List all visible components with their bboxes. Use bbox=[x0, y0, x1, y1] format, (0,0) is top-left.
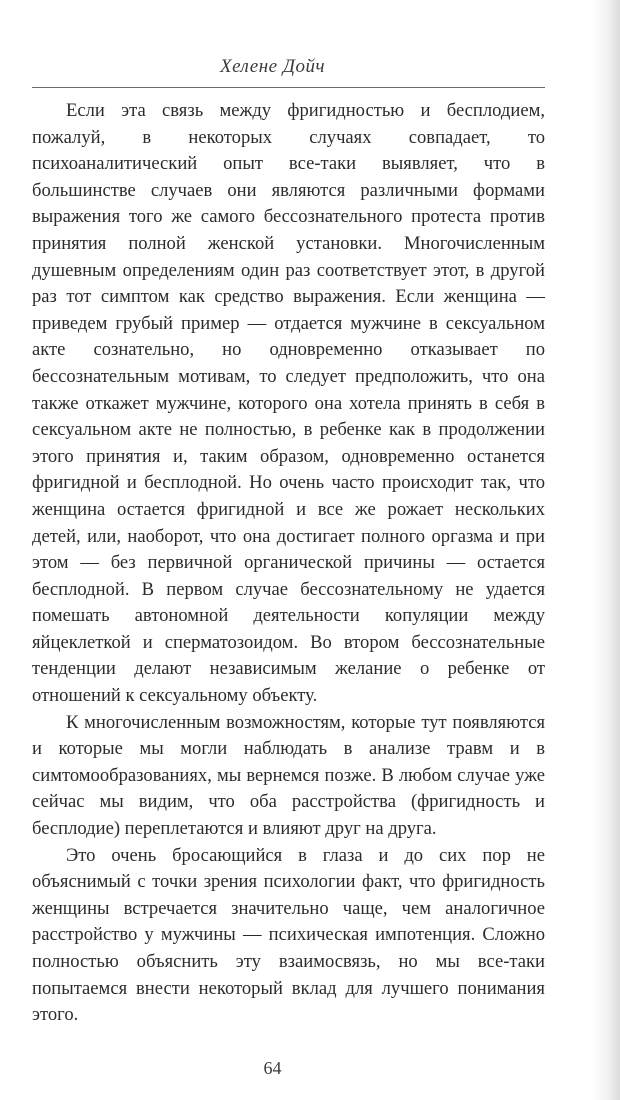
body-text bbox=[32, 98, 545, 1029]
paragraph: Если эта связь между фригидностью и бесплодием, пожалуй, в некоторых случаях совпадает, то психоаналитический опыт все-таки выявляет, что в большинстве случаев они являются различными формами выражения того же самого бессознательного протеста против принятия полной женской установки. Многочисленным душевным определениям один раз соответствует этот, в другой раз тот симптом как средство выражения. Если женщина — приведем грубый пример — отдается мужчине в сексуальном акте сознательно, но одновременно отказывает по бессознательным мотивам, то следует предположить, что она также откажет мужчине, которого она хотела принять в себя в сексуальном акте не полностью, в ребенке как в продолжении этого принятия и, таким образом, одновременно останется фригидной и бесплодной. Но очень часто происходит так, что женщина остается фригидной и все же рожает нескольких детей, или, наоборот, что она достигает полного оргазма и при этом — без первичной органической причины — остается бесплодной. В первом случае бессознательному не удается помешать автономной деятельности копуляции между яйцеклеткой и сперматозоидом. Во втором бессознательные тенденции делают независимым желание о ребенке от отношений к сексуальному объекту. bbox=[32, 100, 545, 707]
page-number: 64 bbox=[263, 1058, 282, 1078]
page-edge-shadow bbox=[592, 0, 620, 1100]
paragraph: К многочисленным возможностям, которые тут появляются и которые мы могли наблюдать в анализе травм и в симтомообразованиях, мы вернемся позже. В любом случае уже сейчас мы видим, что оба расстройства (фригидность и бесплодие) переплетаются и влияют друг на друга. bbox=[32, 711, 545, 840]
running-title: Хелене Дойч bbox=[219, 56, 326, 77]
paragraph: Это очень бросающийся в глаза и до сих пор не объяснимый с точки зрения психологии факт, что фригидность женщины встречается значительно чаще, чем аналогичное расстройство у мужчины — психическая импотенция. Сложно полностью объяснить эту взаимосвязь, но мы все-таки попытаемся внести некоторый вклад для лучшего понимания этого. bbox=[32, 844, 545, 1026]
header-rule bbox=[32, 87, 545, 88]
